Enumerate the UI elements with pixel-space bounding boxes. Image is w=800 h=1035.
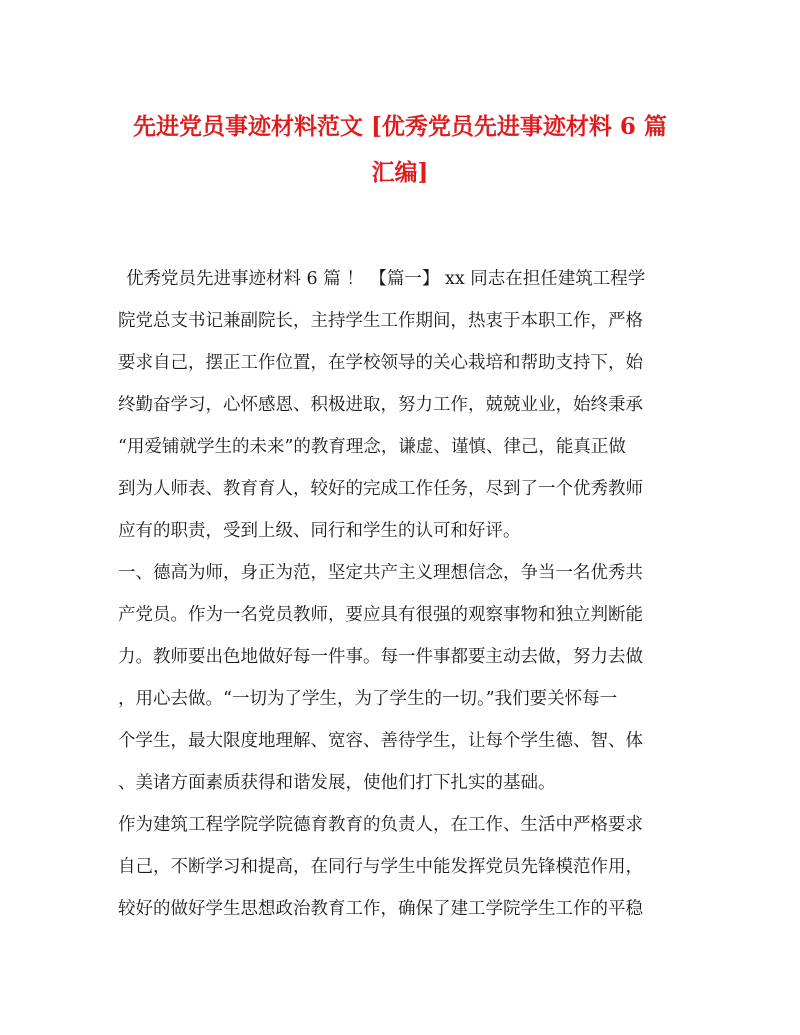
text-line: 产党员。作为一名党员教师，要应具有很强的观察事物和独立判断能 [118, 605, 643, 625]
text-line: ，用心去做。“一切为了学生，为了学生的一切。”我们要关怀每一 [118, 689, 618, 709]
paragraph-section-one [118, 552, 684, 804]
title-line-2: 汇编] [371, 159, 429, 186]
text-line: 自己，不断学习和提高，在同行与学生中能发挥党员先锋模范作用， [118, 857, 643, 877]
text-line: 终勤奋学习，心怀感恩、积极进取，努力工作，兢兢业业，始终秉承 [118, 395, 643, 415]
text-line: 作为建筑工程学院学院德育教育的负责人，在工作、生活中严格要求 [118, 815, 643, 835]
text-line: 较好的做好学生思想政治教育工作，确保了建工学院学生工作的平稳 [118, 899, 643, 919]
text-line: 力。教师要出色地做好每一件事。每一件事都要主动去做，努力去做 [118, 647, 643, 667]
text-line: “用爱铺就学生的未来”的教育理念，谦虚、谨慎、律己，能真正做 [118, 437, 626, 457]
paragraph-responsibility [118, 804, 684, 930]
text-line: 、美诸方面素质获得和谐发展，使他们打下扎实的基础。 [118, 773, 556, 793]
title-line-1: 先进党员事迹材料范文 [优秀党员先进事迹材料 6 篇 [133, 113, 667, 140]
document-title [110, 104, 690, 196]
text-line: 优秀党员先进事迹材料 6 篇 ！ 【篇一】 xx 同志在担任建筑工程学 [126, 269, 646, 289]
text-line: 要求自己，摆正工作位置，在学校领导的关心栽培和帮助支持下，始 [118, 353, 643, 373]
text-line: 应有的职责，受到上级、同行和学生的认可和好评。 [118, 521, 521, 541]
text-line: 院党总支书记兼副院长，主持学生工作期间，热衷于本职工作，严格 [118, 311, 643, 331]
text-line: 一、德高为师，身正为范，坚定共产主义理想信念，争当一名优秀共 [118, 563, 643, 583]
text-line: 个学生，最大限度地理解、宽容、善待学生，让每个学生德、智、体 [118, 731, 643, 751]
document-body [118, 258, 684, 930]
text-line: 到为人师表、教育育人，较好的完成工作任务，尽到了一个优秀教师 [118, 479, 643, 499]
paragraph-intro [118, 258, 684, 552]
